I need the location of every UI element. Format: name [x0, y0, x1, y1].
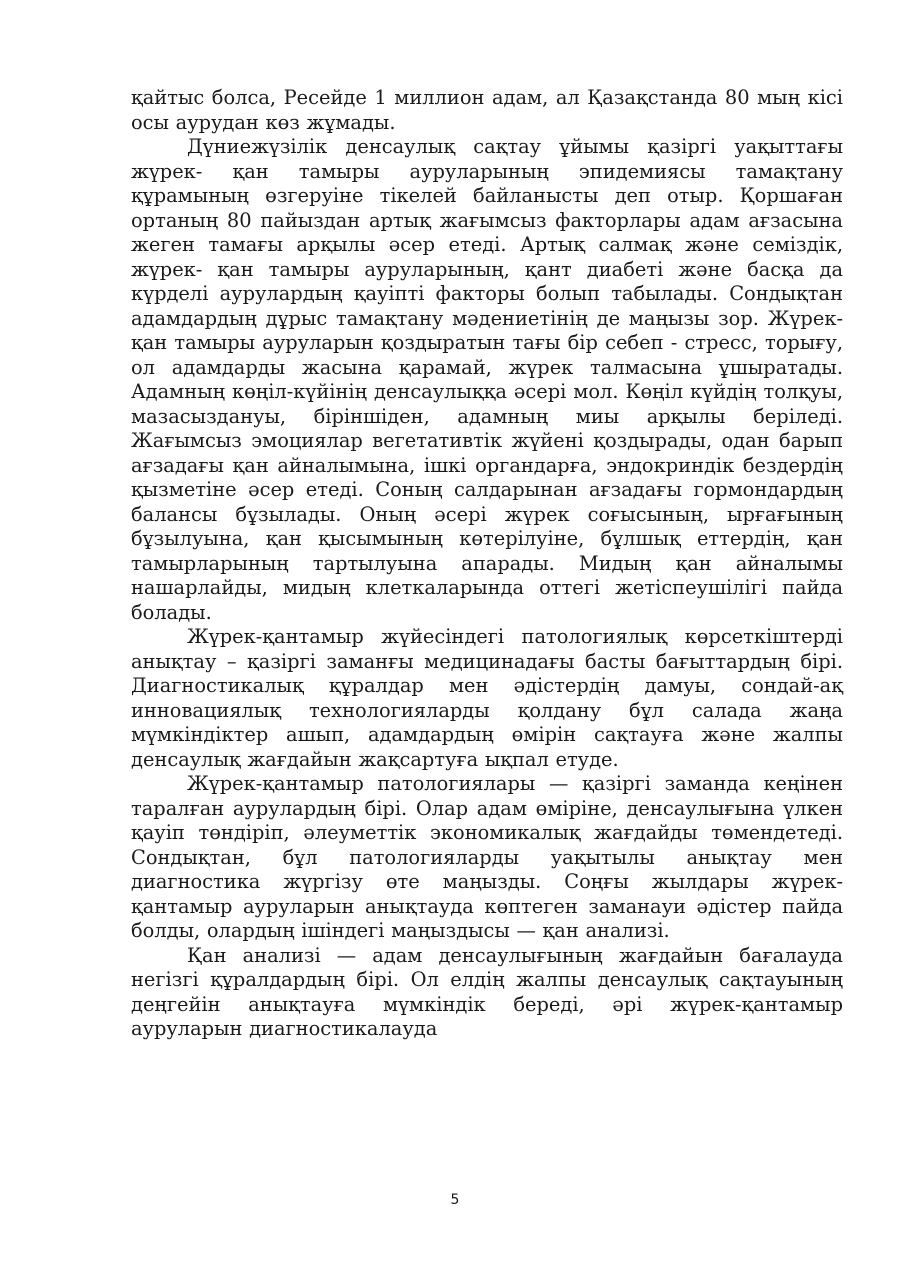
page-number: 5	[450, 1192, 460, 1208]
paragraph-5: Қан анализі — адам денсаулығының жағдайын бағалауда негізгі құралдардың бірі. Ол елдің жалпы денсаулық сақтауының деңгейін анықтауға мүмкіндік береді, әрі жүрек-қантамыр ауруларын диагностикалауда	[131, 943, 843, 1040]
paragraph-2: Дүниежүзілік денсаулық сақтау ұйымы қазіргі уақыттағы жүрек- қан тамыры ауруларының эпидемиясы тамақтану құрамының өзгеруіне тікелей байланысты деп отыр. Қоршаған ортаның 80 пайыздан артық жағымсыз факторлары адам ағзасына жеген тамағы арқылы әсер етеді. Артық салмақ және семіздік, жүрек- қан тамыры ауруларының, қант диабеті және басқа да күрделі аурулардың қауіпті факторы болып табылады. Сондықтан адамдардың дұрыс тамақтану мәдениетінің де маңызы зор. Жүрек-қан тамыры ауруларын қоздыратын тағы бір себеп - стресс, торығу, ол адамдарды жасына қарамай, жүрек талмасына ұшыратады. Адамның көңіл-күйінің денсаулыққа әсері мол. Көңіл күйдің толқуы, мазасыздануы, біріншіден, адамның миы арқылы беріледі. Жағымсыз эмоциялар вегетативтік жүйені қоздырады, одан барып ағзадағы қан айналымына, ішкі органдарға, эндокриндік бездердің қызметіне әсер етеді. Соның салдарынан ағзадағы гормондардың балансы бұзылады. Оның әсері жүрек соғысының, ырғағының бұзылуына, қан қысымының көтерілуіне, бұлшық еттердің, қан тамырларының тартылуына апарады. Мидың қан айналымы нашарлайды, мидың клеткаларында оттегі жетіспеушілігі пайда болады.	[131, 135, 843, 624]
body-text	[131, 86, 843, 1042]
paragraph-1: қайтыс болса, Ресейде 1 миллион адам, ал Қазақстанда 80 мың кісі осы аурудан көз жұмады.	[131, 86, 843, 134]
paragraph-3: Жүрек-қантамыр жүйесіндегі патологиялық көрсеткіштерді анықтау – қазіргі заманғы медицинадағы басты бағыттардың бірі. Диагностикалық құралдар мен әдістердің дамуы, сондай-ақ инновациялық технологияларды қолдану бұл салада жаңа мүмкіндіктер ашып, адамдардың өмірін сақтауға және жалпы денсаулық жағдайын жақсартуға ықпал етуде.	[131, 625, 843, 771]
paragraph-4: Жүрек-қантамыр патологиялары — қазіргі заманда кеңінен таралған аурулардың бірі. Олар адам өміріне, денсаулығына үлкен қауіп төндіріп, әлеуметтік экономикалық жағдайды төмендетеді. Сондықтан, бұл патологияларды уақытылы анықтау мен диагностика жүргізу өте маңызды. Соңғы жылдары жүрек-қантамыр ауруларын анықтауда көптеген заманауи әдістер пайда болды, олардың ішіндегі маңыздысы — қан анализі.	[131, 772, 843, 942]
